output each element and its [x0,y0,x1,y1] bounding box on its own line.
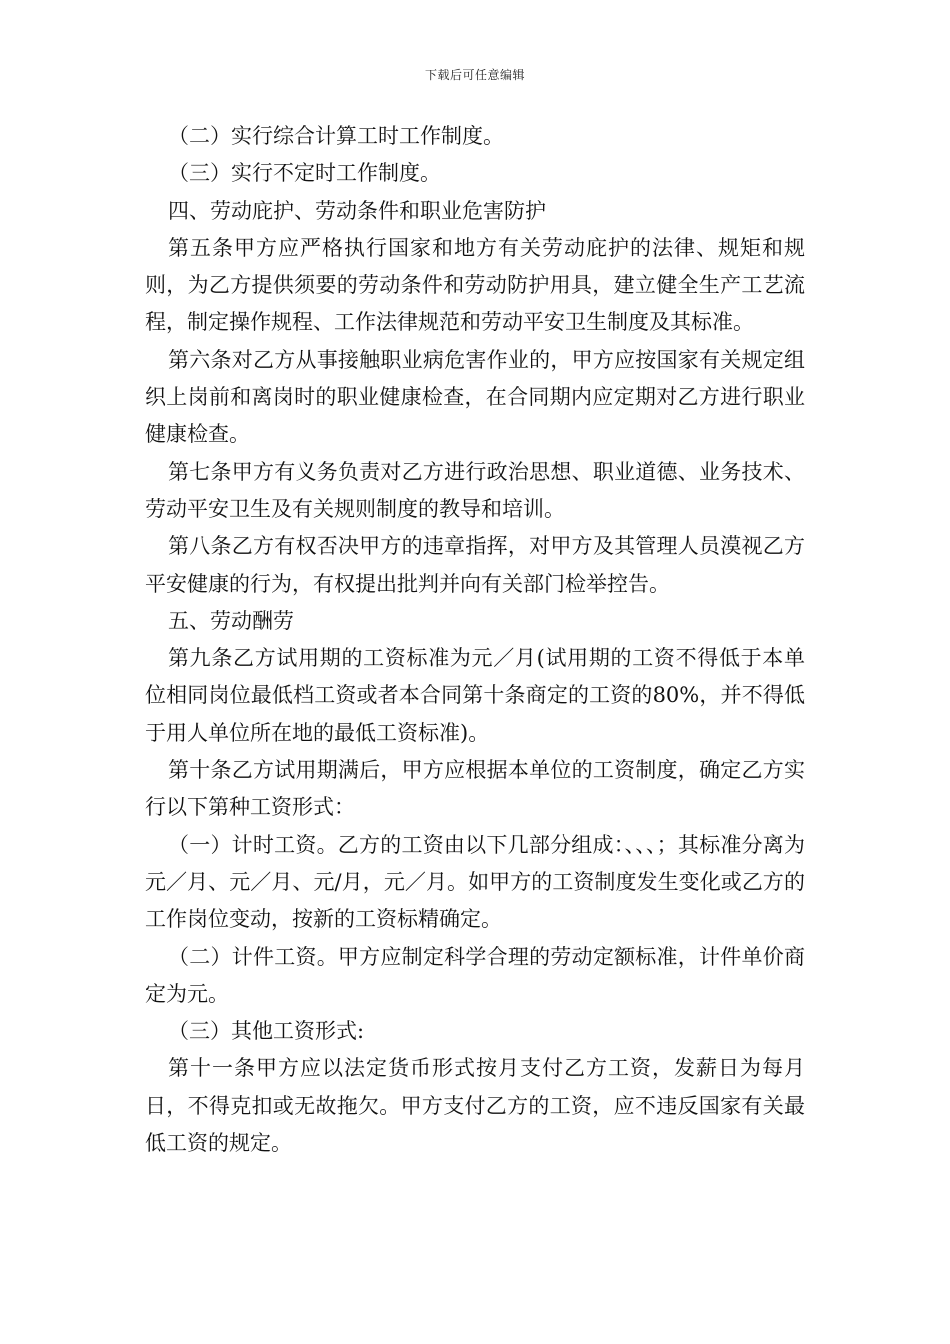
paragraph-item-other-wage: （三）其他工资形式: [168,1019,365,1044]
article-6: 第六条对乙方从事接触职业病危害作业的，甲方应按国家有关规定组织上岗前和离岗时的职业健康检查，在合同期内应定期对乙方进行职业健康检查。 [145,347,805,447]
article-9: 第九条乙方试用期的工资标准为元／月(试用期的工资不得低于本单位相同岗位最低档工资或者本合同第十条商定的工资的80%，并不得低于用人单位所在地的最低工资标准)。 [145,646,805,745]
document-body [145,118,805,1162]
article-5: 第五条甲方应严格执行国家和地方有关劳动庇护的法律、规矩和规则，为乙方提供须要的劳动条件和劳动防护用具，建立健全生产工艺流程，制定操作规程、工作法律规范和劳动平安卫生制度及其标准。 [145,235,805,335]
section-heading-5: 五、劳动酬劳 [168,608,294,633]
paragraph-item-3: （三）实行不定时工作制度。 [168,161,441,186]
article-11: 第十一条甲方应以法定货币形式按月支付乙方工资，发薪日为每月日，不得克扣或无故拖欠。甲方支付乙方的工资，应不违反国家有关最低工资的规定。 [145,1056,805,1156]
article-8: 第八条乙方有权否决甲方的违章指挥，对甲方及其管理人员漠视乙方平安健康的行为，有权提出批判并向有关部门检举控告。 [145,534,805,596]
paragraph-item-piece-wage: （二）计件工资。甲方应制定科学合理的劳动定额标准，计件单价商定为元。 [145,944,805,1006]
page-header: 下载后可任意编辑 [424,68,525,82]
article-10: 第十条乙方试用期满后，甲方应根据本单位的工资制度，确定乙方实行以下第种工资形式： [145,758,805,820]
section-heading-4: 四、劳动庇护、劳动条件和职业危害防护 [168,198,546,223]
paragraph-item-2: （二）实行综合计算工时工作制度。 [168,124,504,148]
paragraph-item-time-wage: （一）计时工资。乙方的工资由以下几部分组成：、、、；其标准分离为元／月、元／月、元/月，元／月。如甲方的工资制度发生变化或乙方的工作岗位变动，按新的工资标精确定。 [145,832,805,932]
article-7: 第七条甲方有义务负责对乙方进行政治思想、职业道德、业务技术、劳动平安卫生及有关规则制度的教导和培训。 [145,459,805,521]
